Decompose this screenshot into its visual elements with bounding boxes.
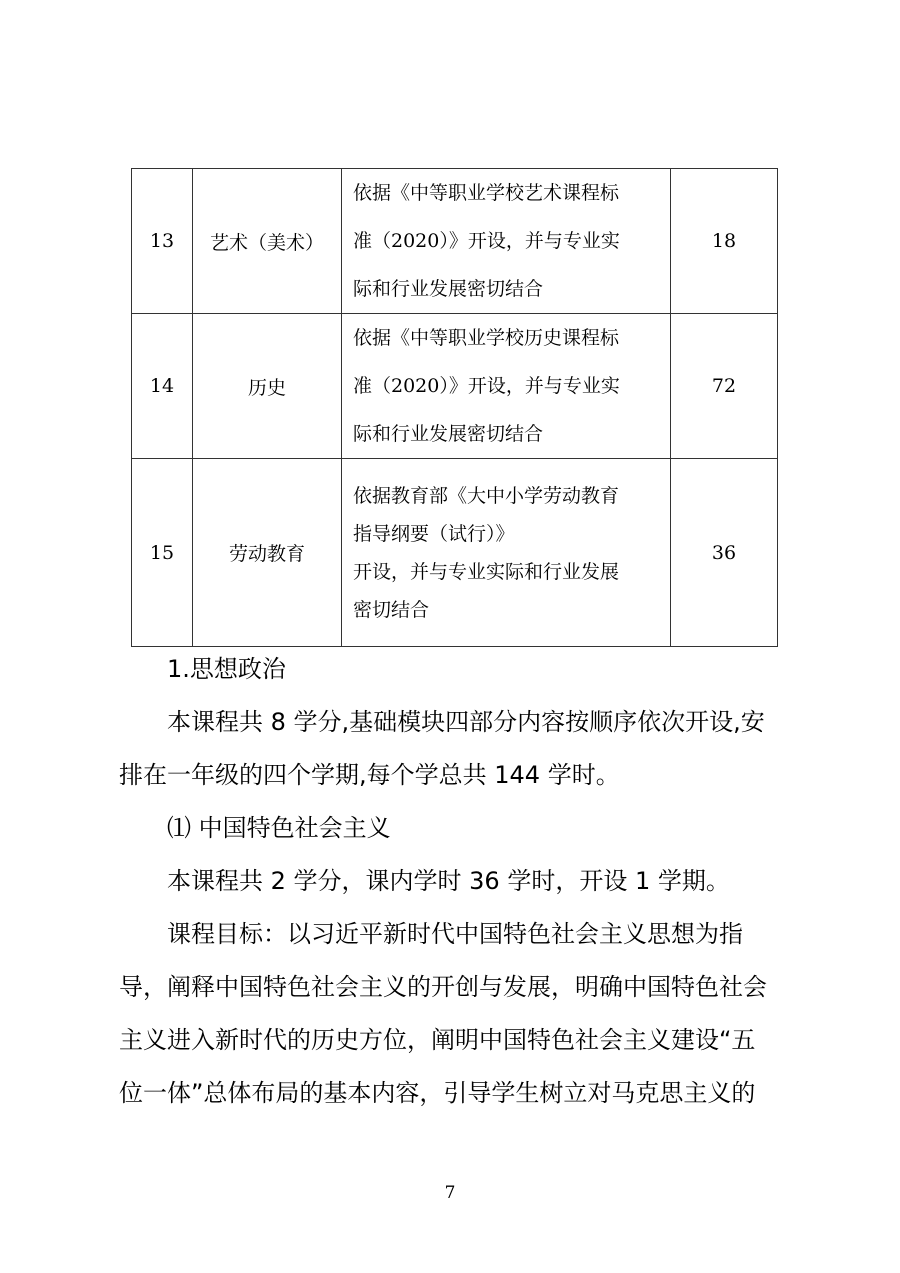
course-name: 艺术（美术） bbox=[193, 169, 342, 314]
course-description bbox=[342, 314, 671, 459]
description-line: 指导纲要（试行）》 bbox=[353, 522, 515, 545]
description-line: 际和行业发展密切结合 bbox=[353, 423, 544, 445]
description-line: 依据《中等职业学校艺术课程标 bbox=[353, 182, 620, 204]
description-line: 准（2020）》开设，并与专业实 bbox=[353, 375, 620, 397]
table-row bbox=[132, 314, 778, 459]
course-name: 历史 bbox=[193, 314, 342, 459]
subsection-heading: ⑴ 中国特色社会主义 bbox=[167, 814, 391, 842]
paragraph-line: 本课程共 8 学分,基础模块四部分内容按顺序依次开设,安 bbox=[167, 708, 765, 736]
course-hours: 18 bbox=[671, 169, 778, 314]
course-table bbox=[131, 168, 778, 647]
course-description bbox=[342, 459, 671, 647]
body-text bbox=[119, 643, 784, 1120]
description-line: 准（2020）》开设，并与专业实 bbox=[353, 230, 620, 252]
table-row bbox=[132, 169, 778, 314]
section-heading: 1.思想政治 bbox=[167, 655, 286, 683]
paragraph-line: 课程目标：以习近平新时代中国特色社会主义思想为指 bbox=[167, 920, 743, 948]
description-line: 际和行业发展密切结合 bbox=[353, 278, 544, 300]
paragraph-line: 排在一年级的四个学期,每个学总共 144 学时。 bbox=[119, 761, 620, 789]
table-row bbox=[132, 459, 778, 647]
course-description bbox=[342, 169, 671, 314]
page-number: 7 bbox=[444, 1183, 456, 1203]
description-line: 密切结合 bbox=[353, 598, 430, 621]
course-hours: 72 bbox=[671, 314, 778, 459]
description-line: 依据教育部《大中小学劳动教育 bbox=[353, 484, 620, 507]
course-number: 15 bbox=[132, 459, 193, 647]
description-line: 开设，并与专业实际和行业发展 bbox=[353, 560, 620, 583]
course-number: 13 bbox=[132, 169, 193, 314]
course-hours: 36 bbox=[671, 459, 778, 647]
paragraph-line: 主义进入新时代的历史方位，阐明中国特色社会主义建设“五 bbox=[119, 1026, 756, 1054]
course-number: 14 bbox=[132, 314, 193, 459]
paragraph: 本课程共 2 学分，课内学时 36 学时，开设 1 学期。 bbox=[167, 867, 730, 895]
paragraph-line: 位一体”总体布局的基本内容，引导学生树立对马克思主义的 bbox=[119, 1079, 756, 1107]
paragraph-line: 导，阐释中国特色社会主义的开创与发展，明确中国特色社会 bbox=[119, 973, 767, 1001]
course-name: 劳动教育 bbox=[193, 459, 342, 647]
description-line: 依据《中等职业学校历史课程标 bbox=[353, 327, 620, 349]
